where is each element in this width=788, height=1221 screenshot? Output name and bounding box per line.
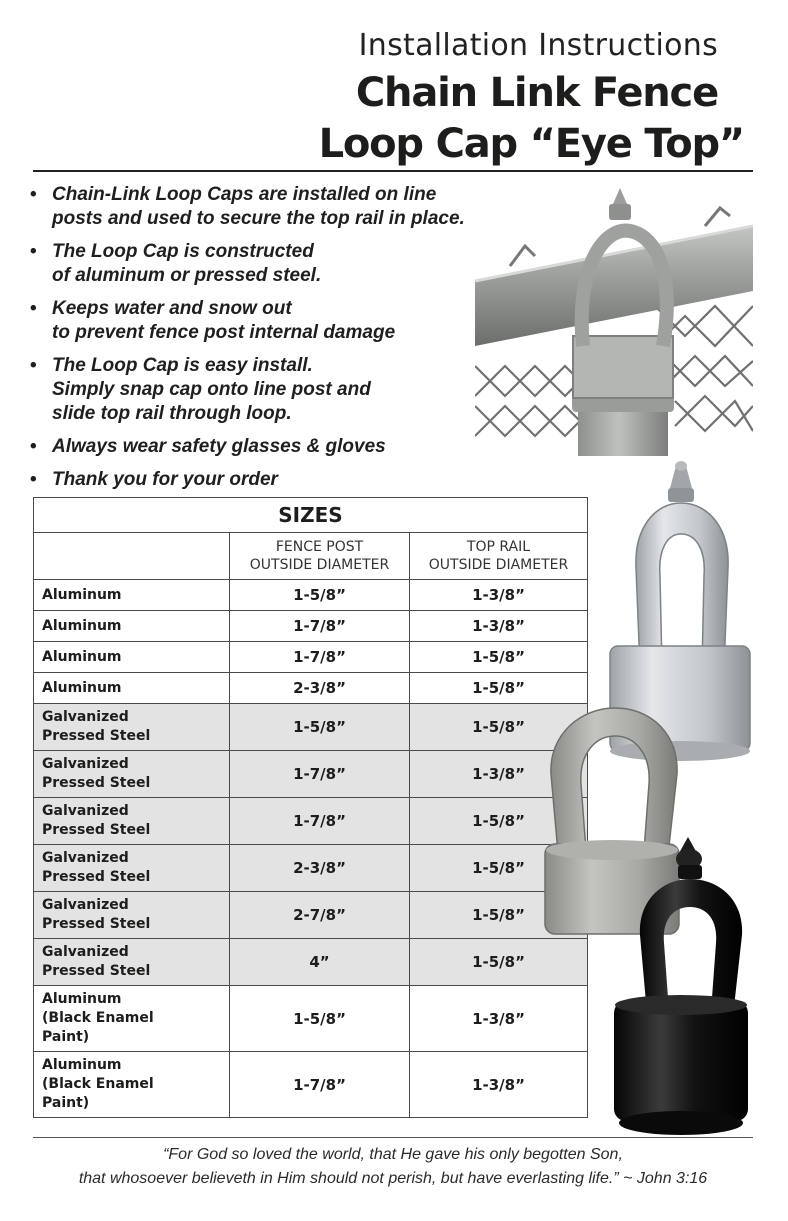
material-text: Pressed Steel [42, 916, 151, 932]
material-text: Paint) [42, 1029, 90, 1045]
page-title-line1: Chain Link Fence [355, 70, 718, 116]
black-cap-icon [612, 835, 752, 1140]
post-size-cell: 2-7/8” [230, 892, 410, 939]
table-row [34, 1052, 588, 1118]
post-size-cell: 1-5/8” [230, 580, 410, 611]
fence-post-header [230, 533, 410, 580]
material-text: Paint) [42, 1095, 90, 1111]
table-row [34, 642, 588, 673]
top-rail-header [410, 533, 588, 580]
material-cell [34, 751, 230, 798]
page-subtitle: Installation Instructions [358, 28, 718, 63]
post-size-cell: 1-7/8” [230, 751, 410, 798]
material-text: Pressed Steel [42, 963, 151, 979]
material-cell [34, 939, 230, 986]
bullet-text: posts and used to secure the top rail in place. [52, 208, 465, 229]
material-cell [34, 642, 230, 673]
material-text: Aluminum [42, 648, 122, 665]
material-cell [34, 798, 230, 845]
rail-size-cell: 1-5/8” [410, 642, 588, 673]
list-item: • Keeps water and snow out to prevent fence post internal damage [30, 298, 396, 343]
table-row [34, 673, 588, 704]
header-text: OUTSIDE DIAMETER [249, 557, 390, 573]
material-text: Galvanized [42, 897, 129, 913]
table-row [34, 611, 588, 642]
material-text: (Black Enamel [42, 1010, 154, 1026]
rail-size-cell: 1-3/8” [410, 1052, 588, 1118]
table-row [34, 580, 588, 611]
material-text: Galvanized [42, 850, 129, 866]
post-size-cell: 1-5/8” [230, 986, 410, 1052]
material-text: Aluminum [42, 1057, 122, 1073]
quote-line: that whosoever believeth in Him should not perish, but have everlasting life.” ~ John 3:16 [78, 1170, 708, 1187]
header-text: TOP RAIL [466, 539, 531, 555]
instruction-list [28, 183, 473, 501]
material-text: (Black Enamel [42, 1076, 154, 1092]
material-text: Aluminum [42, 679, 122, 696]
post-size-cell: 1-5/8” [230, 704, 410, 751]
rail-size-cell: 1-3/8” [410, 580, 588, 611]
material-text: Aluminum [42, 586, 122, 603]
bullet-text: Simply snap cap onto line post and [52, 379, 371, 400]
bullet-text: Chain-Link Loop Caps are installed on line [52, 184, 437, 205]
material-cell [34, 845, 230, 892]
material-text: Galvanized [42, 944, 129, 960]
table-row [34, 845, 588, 892]
bullet-text: of aluminum or pressed steel. [52, 265, 322, 286]
rail-size-cell: 1-5/8” [410, 673, 588, 704]
material-header [34, 533, 230, 580]
material-cell [34, 892, 230, 939]
material-cell [34, 704, 230, 751]
header-text: FENCE POST [275, 539, 364, 555]
page-title-line2: Loop Cap “Eye Top” [318, 121, 744, 167]
material-text: Pressed Steel [42, 822, 151, 838]
list-item: • The Loop Cap is constructed of aluminum or pressed steel. [30, 241, 322, 286]
list-item: • Chain-Link Loop Caps are installed on line posts and used to secure the top rail in place. [30, 184, 465, 229]
table-row [34, 986, 588, 1052]
rail-size-cell: 1-5/8” [410, 939, 588, 986]
scripture-quote [33, 1143, 753, 1191]
table-row [34, 704, 588, 751]
rail-size-cell: 1-3/8” [410, 611, 588, 642]
rail-size-cell: 1-5/8” [410, 798, 588, 845]
material-text: Pressed Steel [42, 869, 151, 885]
table-row [34, 892, 588, 939]
material-cell [34, 673, 230, 704]
table-row [34, 798, 588, 845]
footer-divider [33, 1137, 753, 1138]
rail-size-cell: 1-3/8” [410, 986, 588, 1052]
header-divider [33, 170, 753, 172]
rail-size-cell: 1-5/8” [410, 845, 588, 892]
material-cell [34, 580, 230, 611]
material-text: Pressed Steel [42, 728, 151, 744]
bullet-text: Always wear safety glasses & gloves [52, 436, 386, 457]
list-item: • Thank you for your order [30, 469, 278, 490]
bullet-text: slide top rail through loop. [52, 403, 292, 424]
rail-size-cell: 1-5/8” [410, 704, 588, 751]
material-text: Galvanized [42, 803, 129, 819]
rail-size-cell: 1-5/8” [410, 892, 588, 939]
material-cell [34, 986, 230, 1052]
material-text: Pressed Steel [42, 775, 151, 791]
header-text: OUTSIDE DIAMETER [428, 557, 569, 573]
post-size-cell: 1-7/8” [230, 798, 410, 845]
post-size-cell: 1-7/8” [230, 642, 410, 673]
material-cell [34, 1052, 230, 1118]
material-text: Galvanized [42, 709, 129, 725]
list-item: • Always wear safety glasses & gloves [30, 436, 386, 457]
table-title: SIZES [34, 498, 588, 533]
post-size-cell: 2-3/8” [230, 673, 410, 704]
material-cell [34, 611, 230, 642]
sizes-table [33, 497, 588, 1118]
post-size-cell: 2-3/8” [230, 845, 410, 892]
table-row [34, 939, 588, 986]
post-size-cell: 1-7/8” [230, 1052, 410, 1118]
table-row [34, 751, 588, 798]
rail-size-cell: 1-3/8” [410, 751, 588, 798]
material-text: Aluminum [42, 991, 122, 1007]
bullet-text: to prevent fence post internal damage [52, 322, 396, 343]
quote-line: “For God so loved the world, that He gave his only begotten Son, [163, 1146, 623, 1163]
material-text: Galvanized [42, 756, 129, 772]
bullet-text: The Loop Cap is constructed [52, 241, 314, 262]
list-item: • The Loop Cap is easy install. Simply snap cap onto line post and slide top rail through loop. [30, 355, 371, 424]
post-size-cell: 1-7/8” [230, 611, 410, 642]
post-size-cell: 4” [230, 939, 410, 986]
bullet-text: The Loop Cap is easy install. [52, 355, 313, 376]
bullet-text: Keeps water and snow out [52, 298, 292, 319]
material-text: Aluminum [42, 617, 122, 634]
rail-photo-icon [475, 186, 753, 456]
bullet-text: Thank you for your order [52, 469, 278, 490]
